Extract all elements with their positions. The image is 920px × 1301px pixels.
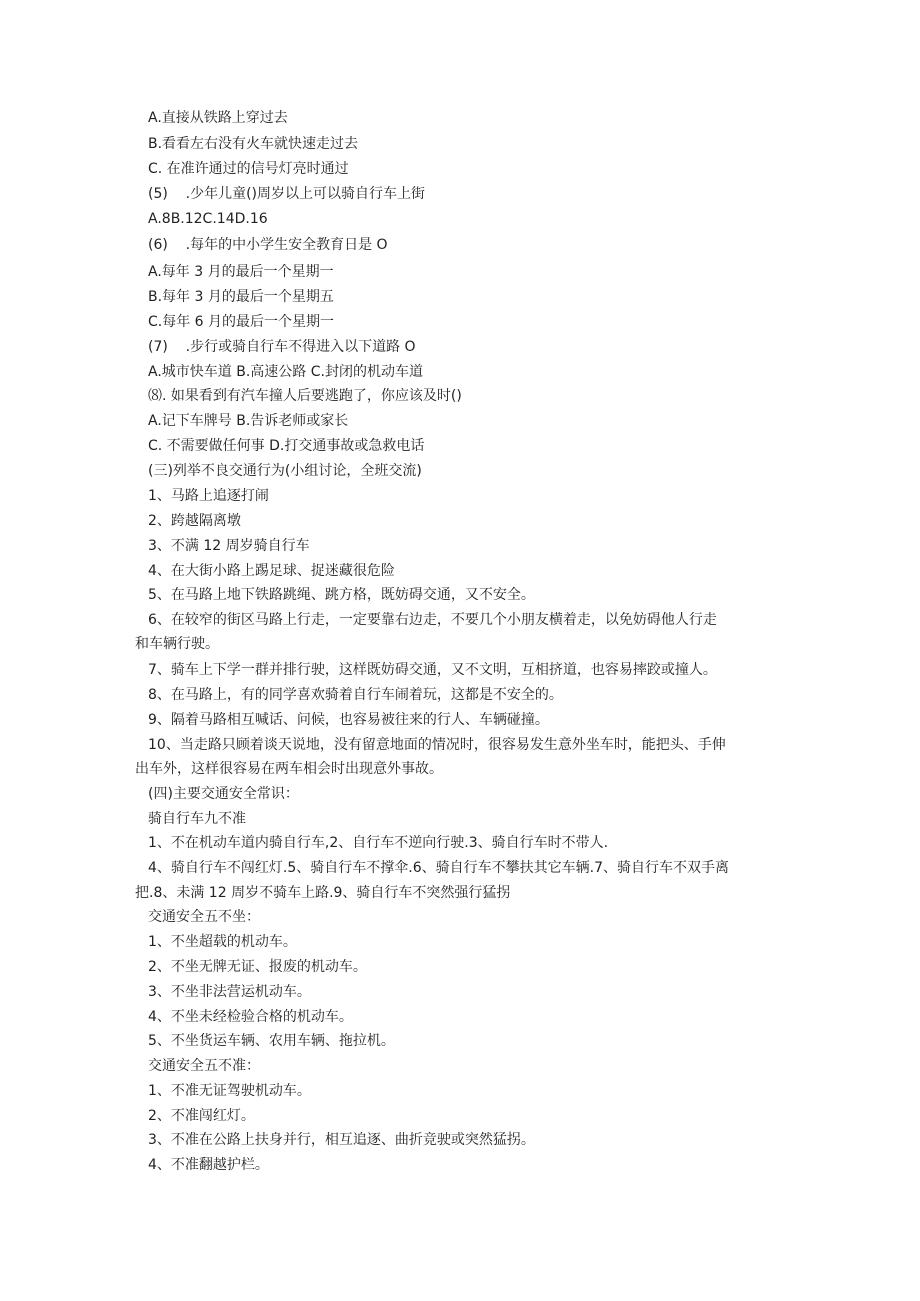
five-prohibitions-heading: 交通安全五不准： xyxy=(148,1058,260,1074)
five-prohibitions-item-4: 4、不准翻越护栏。 xyxy=(148,1157,269,1173)
question-8-options-cd: C. 不需要做任何事 D.打交通事故或急救电话 xyxy=(148,438,425,454)
answer-option-b-crossing: B.看看左右没有火车就快速走过去 xyxy=(148,136,359,152)
bad-behavior-item-9: 9、隔着马路相互喊话、问候，也容易被往来的行人、车辆碰撞。 xyxy=(148,712,549,728)
question-6-option-b: B.每年 3 月的最后一个星期五 xyxy=(148,289,334,305)
five-no-ride-item-3: 3、不坐非法营运机动车。 xyxy=(148,984,311,1000)
bicycle-rules-line-1: 1、不在机动车道内骑自行车,2、自行车不逆向行驶.3、骑自行车时不带人. xyxy=(148,835,609,851)
bad-behavior-item-7: 7、骑车上下学一群并排行驶，这样既妨碍交通，又不文明，互相挤道，也容易摔跤或撞人。 xyxy=(148,662,717,678)
bad-behavior-item-6-cont: 和车辆行驶。 xyxy=(135,636,219,652)
bad-behavior-item-6: 6、在较窄的街区马路上行走，一定要靠右边走，不要几个小朋友横着走，以免妨碍他人行走 xyxy=(148,612,717,628)
five-no-ride-item-4: 4、不坐未经检验合格的机动车。 xyxy=(148,1009,353,1025)
question-6-option-a: A.每年 3 月的最后一个星期一 xyxy=(148,264,334,280)
five-no-ride-item-2: 2、不坐无牌无证、报废的机动车。 xyxy=(148,959,367,975)
question-7: (7) .步行或骑自行车不得进入以下道路 O xyxy=(148,339,416,355)
question-6-option-c: C.每年 6 月的最后一个星期一 xyxy=(148,314,335,330)
five-prohibitions-item-2: 2、不准闯红灯。 xyxy=(148,1108,255,1124)
question-7-options: A.城市快车道 B.高速公路 C.封闭的机动车道 xyxy=(148,364,423,380)
bicycle-rules-heading: 骑自行车九不准 xyxy=(148,811,246,827)
five-prohibitions-item-3: 3、不准在公路上扶身并行，相互追逐、曲折竞驶或突然猛拐。 xyxy=(148,1132,535,1148)
five-no-ride-item-1: 1、不坐超载的机动车。 xyxy=(148,934,297,950)
bicycle-rules-line-2: 4、骑自行车不闯红灯.5、骑自行车不撑伞.6、骑自行车不攀扶其它车辆.7、骑自行车不双手离 xyxy=(148,860,729,876)
bad-behavior-item-4: 4、在大街小路上踢足球、捉迷藏很危险 xyxy=(148,563,395,579)
answer-option-a-crossing: A.直接从铁路上穿过去 xyxy=(148,110,288,126)
bad-behavior-item-10-cont: 出车外，这样很容易在两车相会时出现意外事故。 xyxy=(135,761,443,777)
answer-option-c-crossing: C. 在准许通过的信号灯亮时通过 xyxy=(148,161,349,177)
bad-behavior-item-5: 5、在马路上地下铁路跳绳、跳方格，既妨碍交通，又不安全。 xyxy=(148,587,535,603)
bad-behavior-item-3: 3、不满 12 周岁骑自行车 xyxy=(148,538,310,554)
question-8: ⑻. 如果看到有汽车撞人后要逃跑了，你应该及时() xyxy=(148,388,462,404)
bad-behavior-item-1: 1、马路上追逐打闹 xyxy=(148,488,269,504)
section-4-heading: (四)主要交通安全常识： xyxy=(148,786,299,802)
five-no-ride-heading: 交通安全五不坐： xyxy=(148,909,260,925)
bad-behavior-item-8: 8、在马路上，有的同学喜欢骑着自行车闹着玩，这都是不安全的。 xyxy=(148,687,563,703)
five-prohibitions-item-1: 1、不准无证驾驶机动车。 xyxy=(148,1083,311,1099)
question-5-options: A.8B.12C.14D.16 xyxy=(148,211,268,227)
question-5: (5) .少年儿童()周岁以上可以骑自行车上街 xyxy=(148,186,426,202)
question-6: (6) .每年的中小学生安全教育日是 O xyxy=(148,237,388,253)
five-no-ride-item-5: 5、不坐货运车辆、农用车辆、拖拉机。 xyxy=(148,1033,395,1049)
bad-behavior-item-10: 10、当走路只顾着谈天说地，没有留意地面的情况时，很容易发生意外坐车时，能把头、手伸 xyxy=(148,737,726,753)
section-3-heading: (三)列举不良交通行为(小组讨论，全班交流) xyxy=(148,463,422,479)
question-8-options-ab: A.记下车牌号 B.告诉老师或家长 xyxy=(148,413,349,429)
bad-behavior-item-2: 2、跨越隔离墩 xyxy=(148,513,241,529)
bicycle-rules-line-3: 把.8、未满 12 周岁不骑车上路.9、骑自行车不突然强行猛拐 xyxy=(135,885,511,901)
